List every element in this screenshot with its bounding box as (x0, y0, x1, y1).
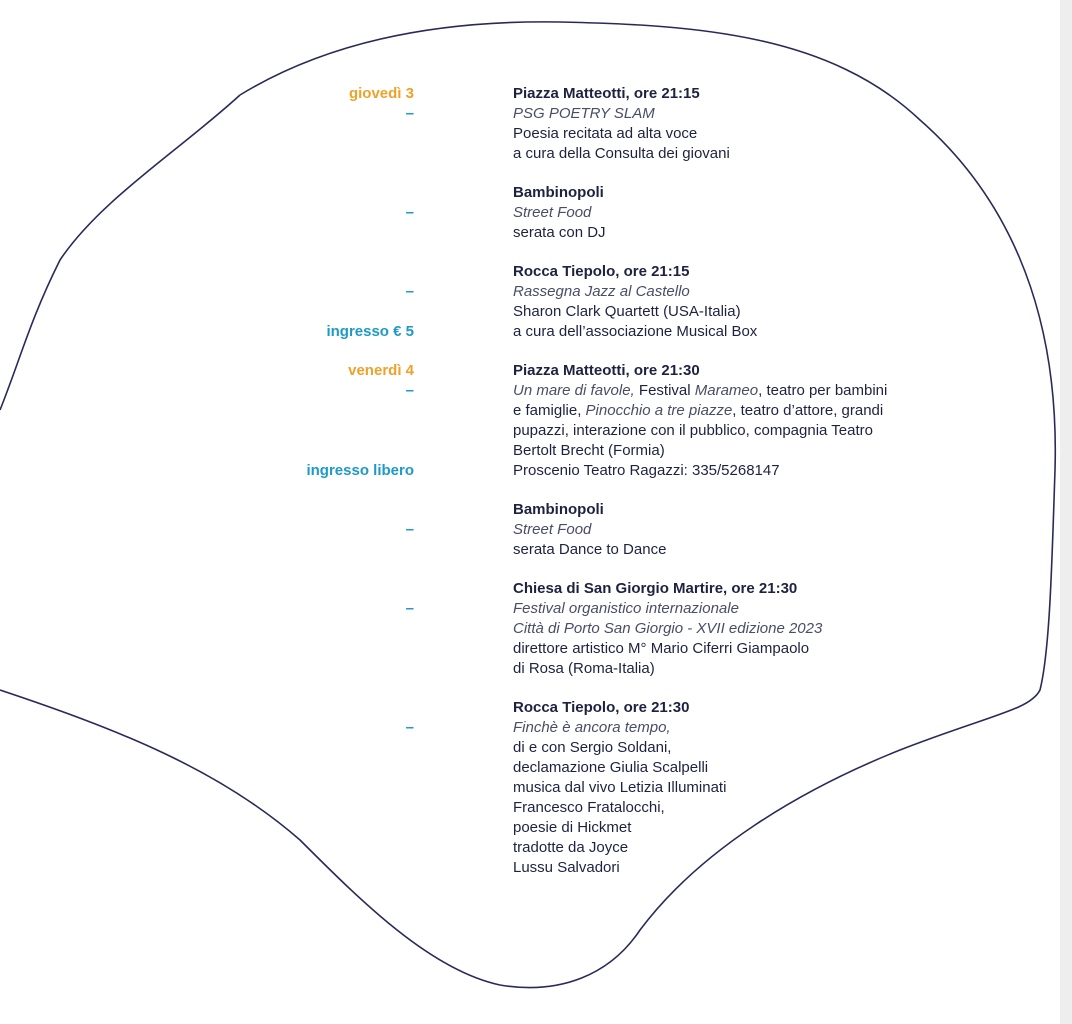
day-label: giovedì 3 (348, 85, 414, 102)
description-text: , teatro per bambini (758, 382, 888, 399)
event-detail: Bertolt Brecht (Formia) (513, 442, 665, 459)
event-detail: direttore artistico M° Mario Ciferri Giampaolo (513, 640, 810, 657)
event-heading: Bambinopoli (513, 184, 604, 201)
event-detail: pupazzi, interazione con il pubblico, compagnia Teatro (513, 422, 873, 439)
dash-mark: – (405, 382, 414, 399)
event-heading: Piazza Matteotti, ore 21:30 (513, 362, 700, 379)
event-detail: musica dal vivo Letizia Illuminati (513, 779, 727, 796)
event-detail: tradotte da Joyce (513, 839, 629, 856)
scrollbar[interactable] (1060, 0, 1072, 1024)
event-heading: Piazza Matteotti, ore 21:15 (513, 85, 700, 102)
event-detail: a cura della Consulta dei giovani (513, 145, 730, 162)
event-subtitle: Rassegna Jazz al Castello (513, 283, 690, 300)
event-subtitle: Finchè è ancora tempo, (513, 719, 671, 736)
entry-info: ingresso € 5 (326, 323, 414, 340)
event-detail: di Rosa (Roma-Italia) (513, 660, 655, 677)
event-detail: serata Dance to Dance (513, 541, 667, 558)
event-detail: serata con DJ (513, 224, 606, 241)
event-subtitle: Street Food (513, 204, 592, 221)
dash-mark: – (405, 521, 414, 538)
event-detail: Proscenio Teatro Ragazzi: 335/5268147 (513, 462, 780, 479)
event-heading: Bambinopoli (513, 501, 604, 518)
festival-name: Marameo (694, 382, 759, 399)
event-detail: Francesco Fratalocchi, (513, 799, 665, 816)
event-subtitle: Street Food (513, 521, 592, 538)
festival-label: Festival (634, 382, 695, 399)
event-description-line (513, 381, 887, 401)
event-description-line (513, 401, 883, 421)
event-detail: Poesia recitata ad alta voce (513, 125, 698, 142)
event-detail: Lussu Salvadori (513, 859, 620, 876)
event-subtitle: Festival organistico internazionale (513, 600, 739, 617)
dash-mark: – (405, 719, 414, 736)
dash-mark: – (405, 600, 414, 617)
day-label: venerdì 4 (348, 362, 414, 379)
dash-mark: – (405, 204, 414, 221)
entry-info: ingresso libero (306, 462, 414, 479)
show-title: Un mare di favole, (513, 382, 635, 399)
event-heading: Chiesa di San Giorgio Martire, ore 21:30 (513, 580, 798, 597)
event-detail: declamazione Giulia Scalpelli (513, 759, 709, 776)
description-text: e famiglie, (513, 402, 586, 419)
dash-mark: – (405, 283, 414, 300)
event-detail: di e con Sergio Soldani, (513, 739, 672, 756)
event-detail: a cura dell’associazione Musical Box (513, 323, 758, 340)
event-heading: Rocca Tiepolo, ore 21:30 (513, 699, 690, 716)
dash-mark: – (405, 105, 414, 122)
show-title: Pinocchio a tre piazze (585, 402, 733, 419)
event-heading: Rocca Tiepolo, ore 21:15 (513, 263, 690, 280)
event-detail: poesie di Hickmet (513, 819, 632, 836)
description-text: , teatro d’attore, grandi (732, 402, 884, 419)
event-detail: Sharon Clark Quartett (USA-Italia) (513, 303, 741, 320)
event-subtitle: PSG POETRY SLAM (513, 105, 655, 122)
event-subtitle: Città di Porto San Giorgio - XVII edizione 2023 (513, 620, 823, 637)
